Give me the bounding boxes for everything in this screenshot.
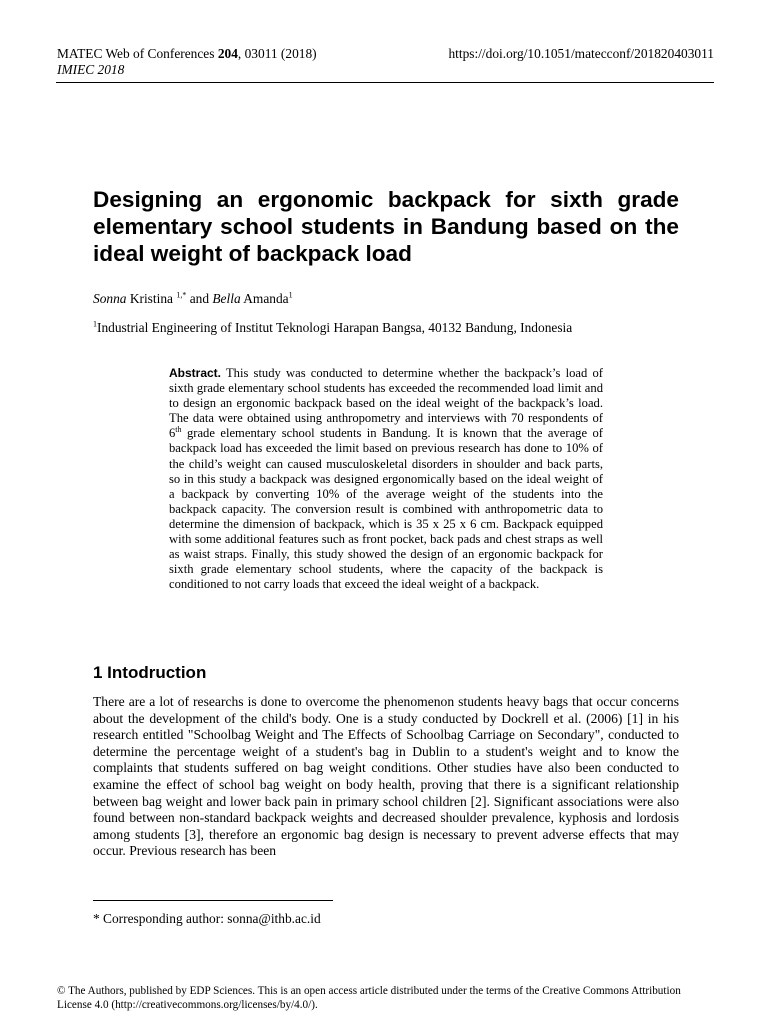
- author-2-affiliation-mark: 1: [288, 290, 293, 300]
- running-header: [57, 46, 317, 78]
- author-1-affiliation-mark: 1,*: [176, 290, 187, 300]
- abstract-label: Abstract.: [169, 366, 222, 380]
- volume-number: 204: [217, 46, 238, 61]
- journal-citation: MATEC Web of Conferences 204, 03011 (2018): [57, 46, 317, 61]
- author-2-family-name: Amanda: [240, 291, 289, 306]
- footnote-divider: [93, 900, 333, 901]
- header-divider: [56, 82, 714, 83]
- doi-link[interactable]: https://doi.org/10.1051/matecconf/201820403011: [448, 46, 714, 61]
- corresponding-author-footnote: * Corresponding author: sonna@ithb.ac.id: [93, 911, 321, 926]
- license-notice: © The Authors, published by EDP Sciences. This is an open access article distributed under the terms of the Creative Commons Attribution License 4.0 (http://creativecommons.org/licenses/by/4.0/).: [57, 985, 681, 1011]
- paper-title: Designing an ergonomic backpack for sixth grade elementary school students in Bandung based on the ideal weight of backpack load: [93, 187, 679, 266]
- author-1-family-name: Kristina: [126, 291, 173, 306]
- section-heading: 1 Intodruction: [93, 663, 207, 682]
- abstract: Abstract. This study was conducted to determine whether the backpack’s load of sixth grade elementary school students has exceeded the recommended load limit and to design an ergonomic backpack based on the ideal weight of the backpack’s load. The data were obtained using anthropometry and interviews with 70 respondents of 6th grade elementary school students in Bandung. It is known that the average of backpack load has exceeded the limit based on previous research has done to 10% of the child’s weight can caused musculoskeletal disorders in shoulder and back parts, so in this study a backpack was designed ergonomically based on the ideal weight of a backpack by converting 10% of the average weight of the students into the backpack capacity. The conversion result is combined with anthropometric data to determine the dimension of backpack, which is 35 x 25 x 6 cm. Backpack equipped with some additional features such as front pocket, back pads and chest straps as well as waist straps. Finally, this study showed the design of an ergonomic backpack for sixth grade elementary school students, where the capacity of the backpack is conditioned to not carry loads that exceed the ideal weight of a backpack.: [169, 366, 603, 592]
- author-2-given-name: Bella: [212, 291, 241, 306]
- conference-name: IMIEC 2018: [57, 62, 125, 77]
- author-list: Sonna Kristina $^{1,*}$ and Bella Amanda$^1$: [93, 290, 293, 306]
- author-1-given-name: Sonna: [93, 291, 127, 306]
- affiliation: $^1$Industrial Engineering of Institut Teknologi Harapan Bangsa, 40132 Bandung, Indonesia: [93, 319, 573, 335]
- body-paragraph: There are a lot of researchs is done to overcome the phenomenon students heavy bags that occur concerns about the development of the child's body. One is a study conducted by Dockrell et al. (2006) [1] in his research entitled "Schoolbag Weight and The Effects of Schoolbag Carriage on Secondary", conducted to determine the percentage weight of a student's bag in Dublin to a student's weight and to know the complaints that students suffered on bag weight conditions. Other studies have also been conducted to examine the effect of school bag weight on body health, proving that there is a significant relationship between bag weight and lower back pain in primary school children [2]. Significant associations were also found between non-standard backpack weights and decreased shoulder prevalence, kyphosis and lordosis among students [3], therefore an ergonomic bag design is necessary to prevent adverse effects that may occur. Previous research has been: [93, 694, 679, 859]
